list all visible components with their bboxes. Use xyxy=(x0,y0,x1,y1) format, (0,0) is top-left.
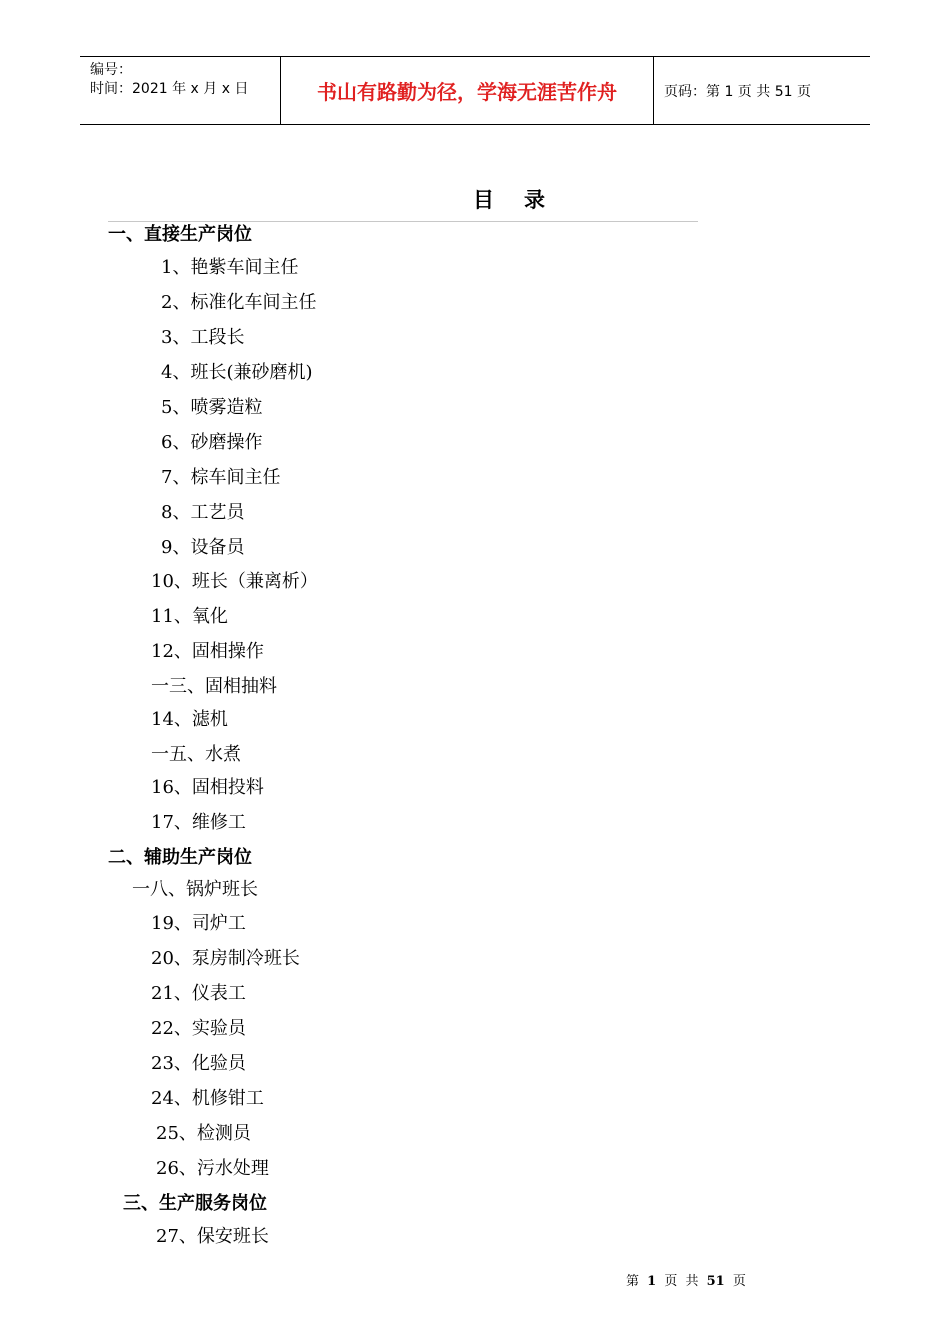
toc-entry[interactable]: 12、固相操作 xyxy=(151,641,264,662)
footer-page-total: 51 xyxy=(706,1274,725,1289)
header-slogan: 书山有路勤为径，学海无涯苦作舟 xyxy=(281,57,654,124)
toc-entry[interactable]: 2、标准化车间主任 xyxy=(161,292,317,313)
toc-section-heading[interactable]: 一、直接生产岗位 xyxy=(108,224,252,245)
toc-entry[interactable]: 3、工段长 xyxy=(161,327,245,348)
toc-title: 目录 xyxy=(473,188,575,212)
toc-entry[interactable]: 一五、水煮 xyxy=(151,744,241,765)
footer-page-prefix: 第 xyxy=(626,1274,640,1289)
footer-page-mid: 页 共 xyxy=(664,1274,699,1289)
toc-entry[interactable]: 一八、锅炉班长 xyxy=(132,879,258,900)
toc-entry[interactable]: 21、仪表工 xyxy=(151,983,246,1004)
toc-entry[interactable]: 6、砂磨操作 xyxy=(161,432,263,453)
toc-entry[interactable]: 9、设备员 xyxy=(161,537,245,558)
document-date: 时间：2021 年 x 月 x 日 xyxy=(90,81,249,97)
toc-entry[interactable]: 19、司炉工 xyxy=(151,913,246,934)
document-number-label: 编号： xyxy=(90,62,132,78)
page-footer xyxy=(626,1270,746,1289)
toc-entry[interactable]: 20、泵房制冷班长 xyxy=(151,948,300,969)
toc-entry[interactable]: 14、滤机 xyxy=(151,709,228,730)
footer-page-number: 1 xyxy=(647,1274,657,1289)
toc-entry[interactable]: 25、检测员 xyxy=(156,1123,251,1144)
toc-entry[interactable]: 5、喷雾造粒 xyxy=(161,397,263,418)
toc-entry[interactable]: 11、氧化 xyxy=(151,606,228,627)
toc-entry[interactable]: 26、污水处理 xyxy=(156,1158,269,1179)
toc-entry[interactable]: 24、机修钳工 xyxy=(151,1088,264,1109)
footer-page-suffix: 页 xyxy=(732,1274,746,1289)
toc-entry[interactable]: 1、艳紫车间主任 xyxy=(161,257,299,278)
toc-entry[interactable]: 4、班长(兼砂磨机) xyxy=(161,362,313,383)
toc-entry[interactable]: 22、实验员 xyxy=(151,1018,246,1039)
header-page-info: 页码：第 1 页 共 51 页 xyxy=(664,83,811,100)
toc-entry[interactable]: 一三、固相抽料 xyxy=(151,676,277,697)
toc-section-heading[interactable]: 三、生产服务岗位 xyxy=(123,1193,267,1214)
toc-entry[interactable]: 17、维修工 xyxy=(151,812,246,833)
toc-section-heading[interactable]: 二、辅助生产岗位 xyxy=(108,847,252,868)
toc-entry[interactable]: 16、固相投料 xyxy=(151,777,264,798)
toc-entry[interactable]: 7、棕车间主任 xyxy=(161,467,281,488)
toc-entry[interactable]: 27、保安班长 xyxy=(156,1226,269,1247)
toc-entry[interactable]: 10、班长（兼离析） xyxy=(151,571,318,592)
toc-entry[interactable]: 8、工艺员 xyxy=(161,502,245,523)
toc-entry[interactable]: 23、化验员 xyxy=(151,1053,246,1074)
